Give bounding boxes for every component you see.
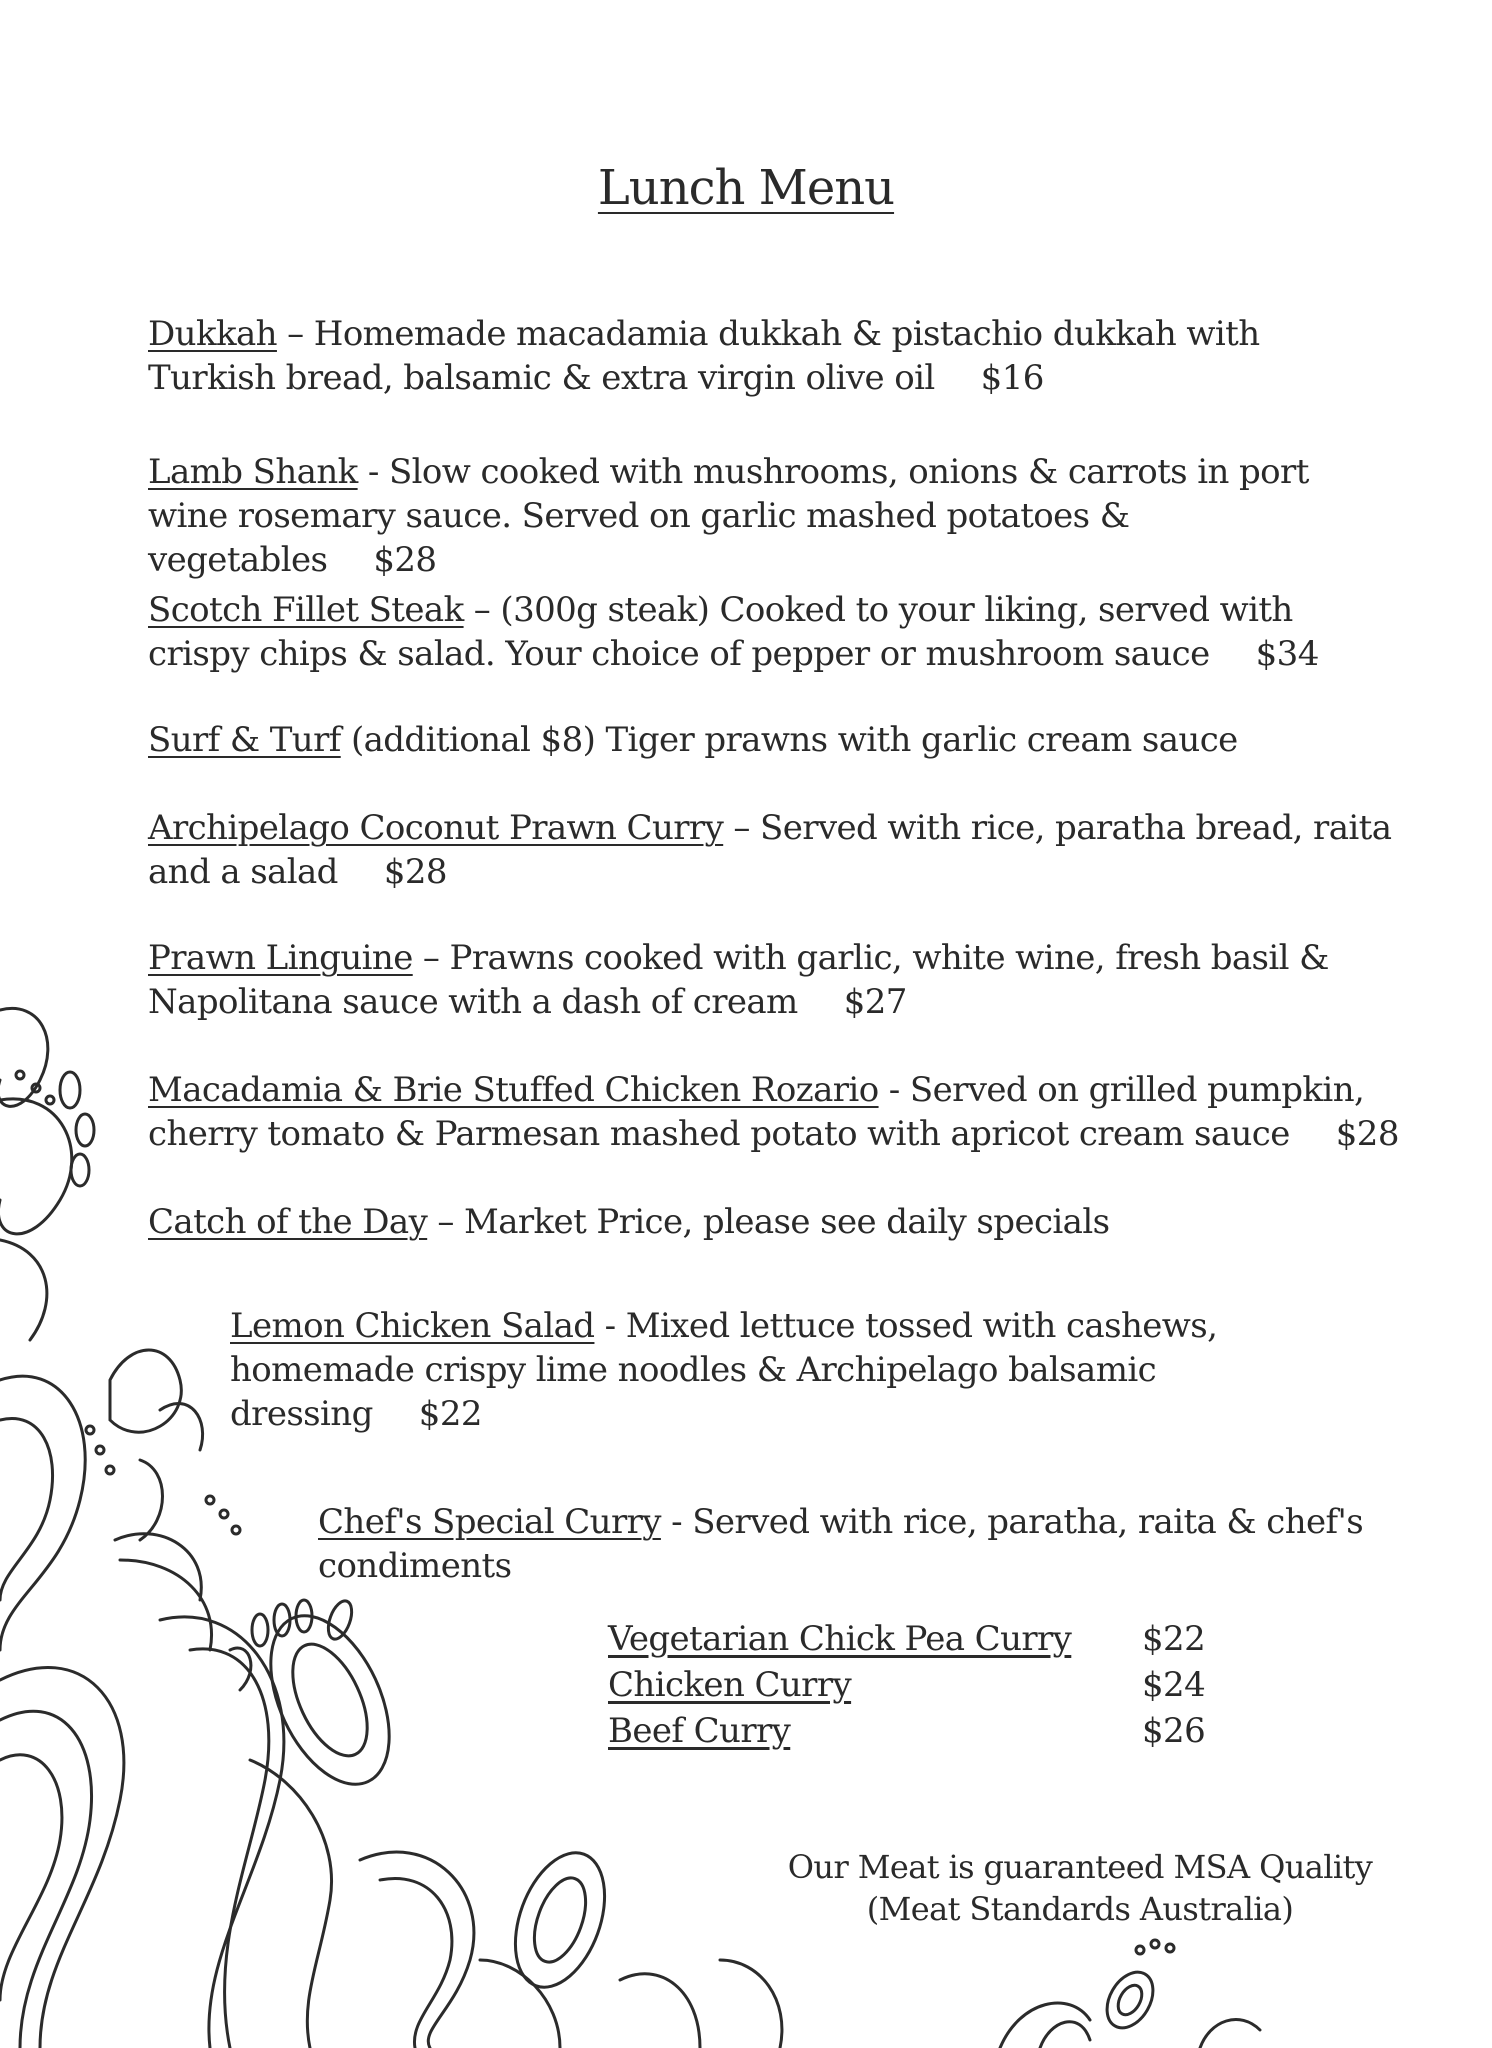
msa-quality-note [770, 1846, 1390, 1930]
item-description: Served with rice, paratha bread, raita and a salad [148, 808, 1392, 892]
curry-option-vegetarian [608, 1616, 1248, 1662]
item-description: Homemade macadamia dukkah & pistachio dukkah with Turkish bread, balsamic & extra virgin olive oil [148, 314, 1260, 398]
menu-title-text: Lunch Menu [597, 160, 895, 216]
item-separator: - [594, 1306, 626, 1346]
item-description: Served on grilled pumpkin, cherry tomato & Parmesan mashed potato with apricot cream sauce [148, 1070, 1365, 1154]
menu-item-lamb-shank [148, 450, 1388, 582]
menu-item-scotch-fillet [148, 588, 1368, 676]
item-name: Catch of the Day [148, 1202, 428, 1242]
menu-item-lemon-chicken-salad [230, 1304, 1410, 1436]
item-name: Scotch Fillet Steak [148, 590, 464, 630]
menu-item-surf-turf [148, 718, 1388, 762]
item-name: Surf & Turf [148, 720, 341, 760]
item-name: Macadamia & Brie Stuffed Chicken Rozario [148, 1070, 879, 1110]
item-description: Mixed lettuce tossed with cashews, homemade crispy lime noodles & Archipelago balsamic dressing [230, 1306, 1218, 1434]
item-name: Dukkah [148, 314, 277, 354]
menu-item-chefs-special-curry [318, 1500, 1398, 1588]
item-description: (additional $8) Tiger prawns with garlic cream sauce [350, 720, 1238, 760]
menu-item-catch-of-the-day [148, 1200, 1388, 1244]
item-separator: - [878, 1070, 910, 1110]
item-separator: – [463, 590, 501, 630]
item-name: Lemon Chicken Salad [230, 1306, 595, 1346]
item-separator: - [357, 452, 389, 492]
curry-price: $22 [1142, 1619, 1206, 1659]
item-name: Prawn Linguine [148, 938, 413, 978]
item-separator [341, 720, 351, 760]
item-price: $34 [1255, 634, 1319, 674]
curry-name: Chicken Curry [608, 1665, 852, 1705]
item-price: $16 [980, 358, 1044, 398]
item-separator: – [276, 314, 314, 354]
item-description: (300g steak) Cooked to your liking, served with crispy chips & salad. Your choice of pepper or mushroom sauce [148, 590, 1293, 674]
item-name: Chef's Special Curry [318, 1502, 661, 1542]
item-separator: – [427, 1202, 465, 1242]
curry-name: Vegetarian Chick Pea Curry [608, 1619, 1072, 1659]
item-separator: - [660, 1502, 693, 1542]
menu-item-prawn-curry [148, 806, 1428, 894]
curry-option-chicken [608, 1662, 1248, 1708]
curry-name: Beef Curry [608, 1711, 791, 1751]
item-separator: – [723, 808, 761, 848]
item-price: $28 [383, 852, 447, 892]
item-description: Served with rice, paratha, raita & chef's condiments [318, 1502, 1364, 1586]
menu-item-prawn-linguine [148, 936, 1428, 1024]
msa-note-line1: Our Meat is guaranteed MSA Quality [787, 1848, 1373, 1886]
curry-price: $24 [1142, 1665, 1206, 1705]
menu-title [0, 160, 1492, 216]
msa-note-line2: (Meat Standards Australia) [866, 1890, 1294, 1928]
item-description: Prawns cooked with garlic, white wine, fresh basil & Napolitana sauce with a dash of cream [148, 938, 1329, 1022]
menu-item-dukkah [148, 312, 1268, 400]
item-name: Archipelago Coconut Prawn Curry [148, 808, 724, 848]
item-price: $27 [843, 982, 907, 1022]
item-price: $28 [373, 540, 437, 580]
menu-item-chicken-rozario [148, 1068, 1408, 1156]
item-separator: – [412, 938, 450, 978]
item-price: $28 [1335, 1114, 1399, 1154]
curry-price: $26 [1142, 1711, 1206, 1751]
item-name: Lamb Shank [148, 452, 358, 492]
item-description: Slow cooked with mushrooms, onions & carrots in port wine rosemary sauce. Served on garlic mashed potatoes & vegetables [148, 452, 1309, 580]
curry-option-beef [608, 1708, 1248, 1754]
item-description: Market Price, please see daily specials [464, 1202, 1110, 1242]
item-price: $22 [418, 1394, 482, 1434]
